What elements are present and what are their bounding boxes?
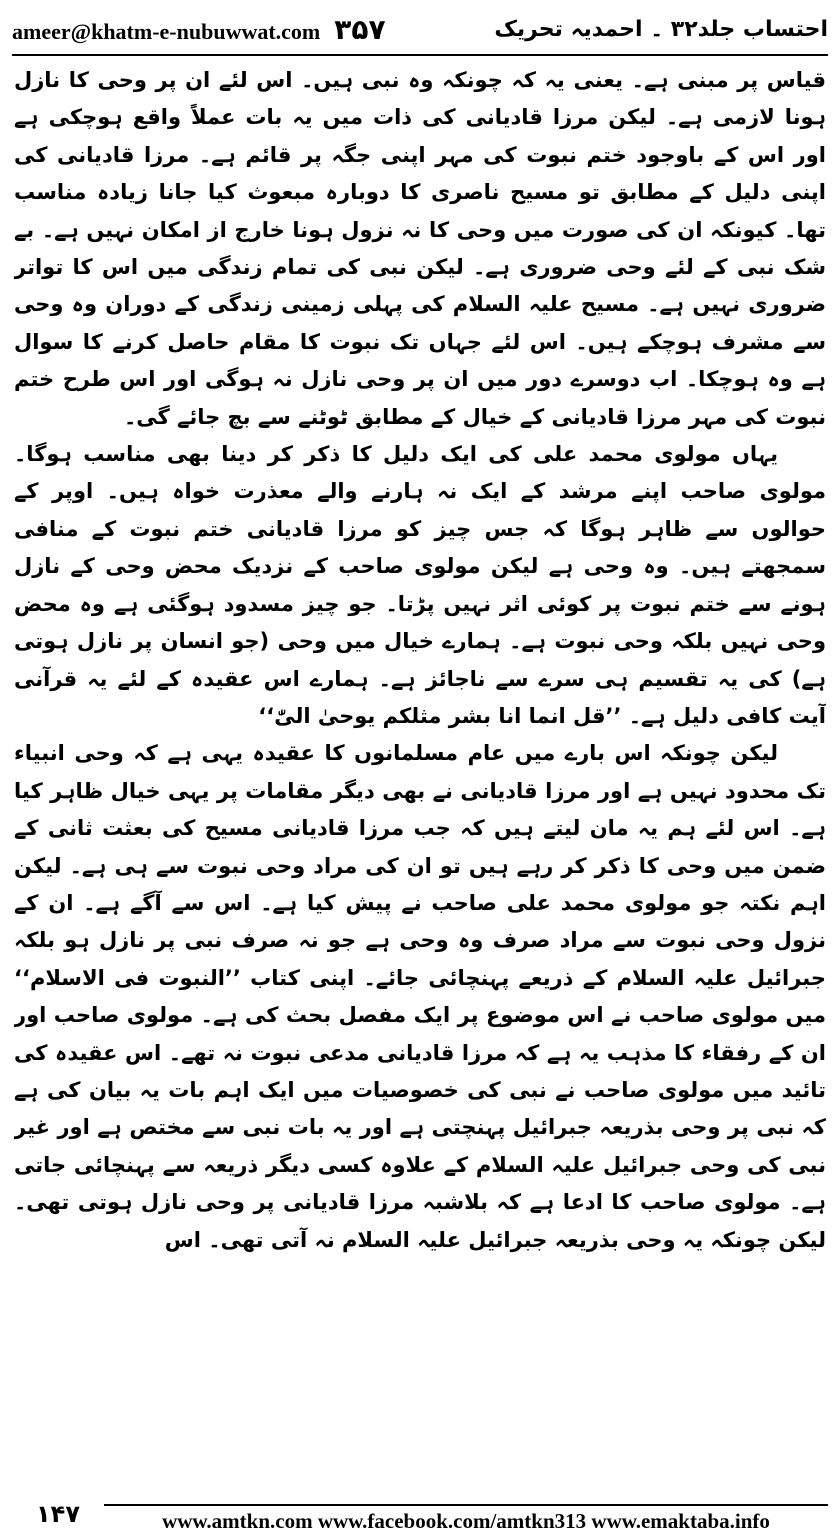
header-series-title: احتساب جلد۳۲ ۔ احمدیہ تحریک bbox=[494, 16, 828, 42]
footer-page-number: ۱۴۷ bbox=[36, 1500, 80, 1528]
header-left bbox=[12, 13, 386, 46]
body-paragraph-2: یہاں مولوی محمد علی کی ایک دلیل کا ذکر کر دینا بھی مناسب ہوگا۔ مولوی صاحب اپنے مرشد کے ایک نہ ہارنے والے معذرت خواہ ہیں۔ اوپر کے حوالوں سے ظاہر ہوگا کہ جس چیز کو مرزا قادیانی ختم نبوت کے منافی سمجھتے ہیں۔ وہ وحی ہے لیکن مولوی صاحب کے نزدیک محض وحی کے نازل ہونے سے ختم نبوت پر کوئی اثر نہیں پڑتا۔ جو چیز مسدود ہوگئی ہے وہ محض وحی نہیں بلکہ وحی نبوت ہے۔ ہمارے خیال میں وحی (جو انسان پر نازل ہوتی ہے) کی یہ تقسیم ہی سرے سے ناجائز ہے۔ ہمارے اس عقیدہ کے لئے یہ قرآنی آیت کافی دلیل ہے۔ ’’قل انما انا بشر مثلکم یوحیٰ الیّٰ‘‘ bbox=[14, 442, 826, 728]
footer-rule bbox=[104, 1494, 828, 1534]
footer-urls[interactable]: www.amtkn.com www.facebook.com/amtkn313 www.emaktaba.info bbox=[162, 1509, 770, 1533]
body-paragraph-1: قیاس پر مبنی ہے۔ یعنی یہ کہ چونکہ وہ نبی ہیں۔ اس لئے ان پر وحی کا نازل ہونا لازمی ہے۔ لیکن مرزا قادیانی کی ذات میں یہ بات عملاً واقع ہوچکی ہے اور اس کے باوجود ختم نبوت کی مہر اپنی جگہ پر قائم ہے۔ مرزا قادیانی کی اپنی دلیل کے مطابق تو مسیح ناصری کا دوبارہ مبعوث کیا جانا زیادہ مناسب تھا۔ کیونکہ ان کی صورت میں وحی کا نہ نزول ہونا خارج از امکان نہیں ہے۔ بے شک نبی کے لئے وحی ضروری ہے۔ لیکن نبی کی تمام زندگی میں اس کا تواتر ضروری نہیں ہے۔ مسیح علیہ السلام کی پہلی زمینی زندگی کے دوران وہ وحی سے مشرف ہوچکے ہیں۔ اس لئے جہاں تک نبوت کا مقام حاصل کرنے کا سوال ہے وہ ہوچکا۔ اب دوسرے دور میں ان پر وحی نازل نہ ہوگی اور اس طرح ختم نبوت کی مہر مرزا قادیانی کے خیال کے مطابق ٹوٹنے سے بچ جائے گی۔ bbox=[14, 68, 826, 429]
page-body bbox=[14, 62, 826, 1477]
body-paragraph-3: لیکن چونکہ اس بارے میں عام مسلمانوں کا عقیدہ یہی ہے کہ وحی انبیاء تک محدود نہیں ہے اور مرزا قادیانی نے بھی دیگر مقامات پر یہی خیال ظاہر کیا ہے۔ اس لئے ہم یہ مان لیتے ہیں کہ جب مرزا قادیانی مسیح کی بعثت ثانی کے ضمن میں وحی کا ذکر کر رہے ہیں تو ان کی مراد وحی نبوت سے ہی ہے۔ لیکن اہم نکتہ جو مولوی محمد علی صاحب نے پیش کیا ہے۔ اس سے آگے ہے۔ ان کے نزول وحی نبوت سے مراد صرف وہ وحی ہے جو نہ صرف نبی پر نازل ہو بلکہ جبرائیل علیہ السلام کے ذریعے پہنچائی جائے۔ اپنی کتاب ’’النبوت فی الاسلام‘‘ میں مولوی صاحب نے اس موضوع پر ایک مفصل بحث کی ہے۔ مولوی صاحب اور ان کے رفقاء کا مذہب یہ ہے کہ مرزا قادیانی مدعی نبوت نہ تھے۔ اس عقیدہ کی تائید میں مولوی صاحب نے نبی کی خصوصیات میں ایک اہم بات یہ بیان کی ہے کہ نبی پر وحی بذریعہ جبرائیل پہنچتی ہے اور یہ بات نبی سے مختص ہے اور غیر نبی کی وحی جبرائیل علیہ السلام کے علاوہ کسی دیگر ذریعہ سے پہنچائی جاتی ہے۔ مولوی صاحب کا ادعا ہے کہ بلاشبہ مرزا قادیانی پر وحی نازل ہوتی تھی۔ لیکن چونکہ یہ وحی بذریعہ جبرائیل علیہ السلام نہ آتی تھی۔ اس bbox=[14, 741, 826, 1252]
page-footer bbox=[12, 1492, 828, 1536]
footer-divider bbox=[104, 1504, 828, 1506]
page-header bbox=[12, 4, 828, 56]
header-page-number: ۳۵۷ bbox=[334, 12, 386, 46]
header-email[interactable]: ameer@khatm-e-nubuwwat.com bbox=[12, 18, 321, 44]
